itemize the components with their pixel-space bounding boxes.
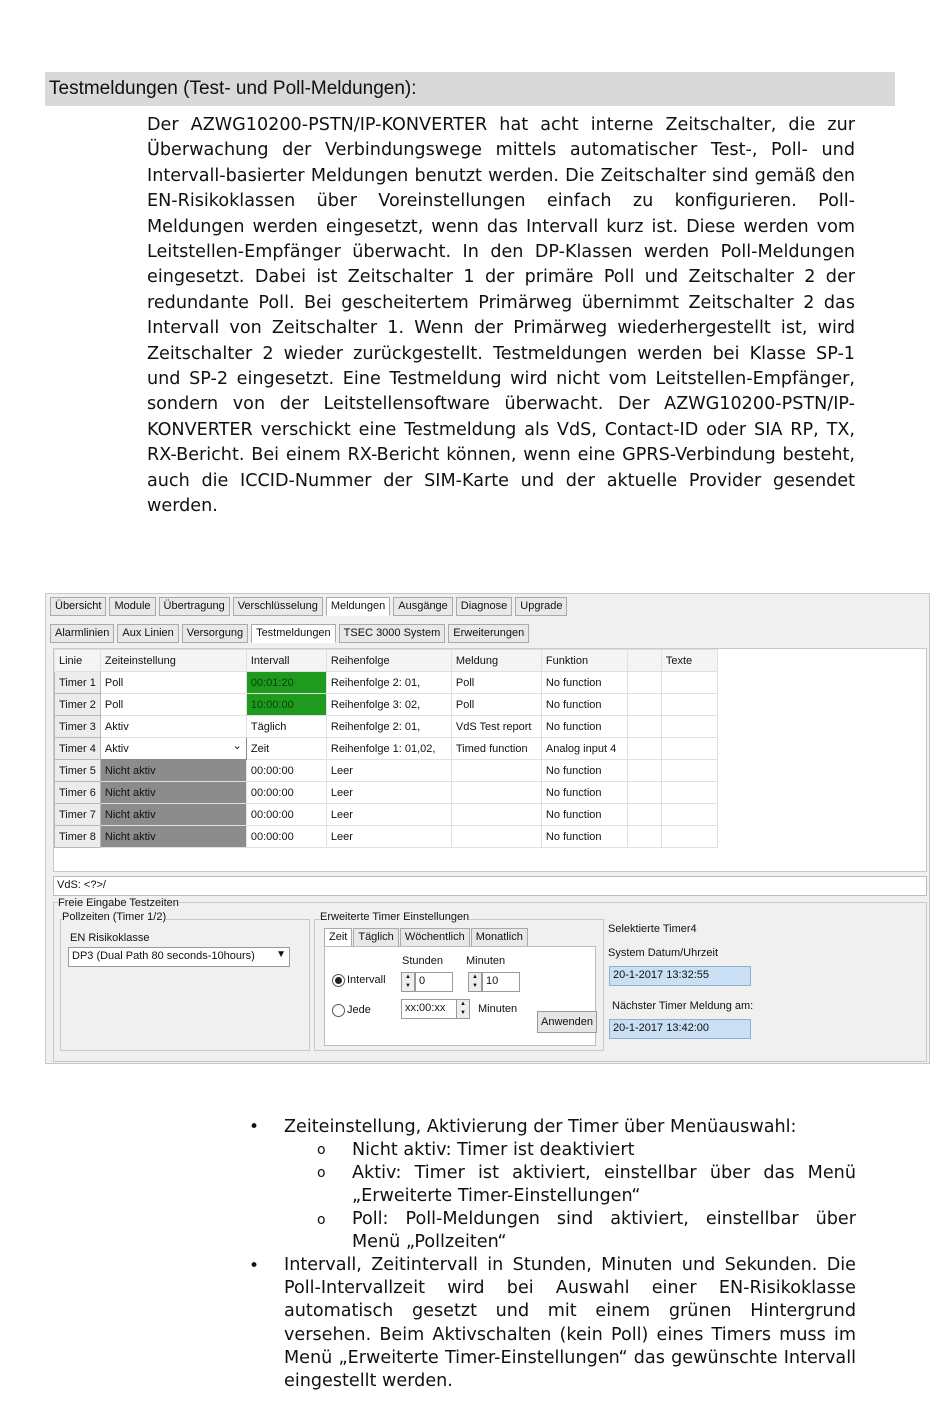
funktion-cell[interactable]: No function — [541, 716, 627, 738]
bullet-marker: • — [249, 1117, 260, 1137]
row-header-cell[interactable]: Timer 5 — [55, 760, 101, 782]
en-risikoklasse-select[interactable] — [68, 947, 290, 967]
stunden-label: Stunden — [402, 955, 443, 967]
minuten-value: 10 — [486, 975, 499, 987]
tab-übertragung[interactable]: Übertragung — [159, 597, 230, 616]
bullet-item: Intervall, Zeitintervall in Stunden, Minuten und Sekunden. Die Poll-Intervallzeit wird bei Auswahl einer EN-Risikoklasse automatisch gesetzt und mit einem grünen Hintergrund versehen. Beim Aktivschalten (kein Poll) eines Timers muss im Menü „Erweiterte Timer-Einstellungen“ das gewünschte Intervall eingestellt werden. — [284, 1255, 856, 1392]
sub-bullet-marker: o — [317, 1212, 326, 1228]
vds-status-text: VdS: <?>/ — [57, 879, 106, 891]
meldung-cell[interactable] — [451, 760, 541, 782]
texte-cell[interactable] — [661, 694, 717, 716]
sub-bullet-marker: o — [317, 1165, 326, 1181]
zeiteinstellung-cell[interactable]: Nicht aktiv — [100, 826, 246, 848]
row-header-cell[interactable]: Timer 8 — [55, 826, 101, 848]
sub-bullet-item: Nicht aktiv: Timer ist deaktiviert — [352, 1140, 635, 1160]
empty-cell[interactable] — [627, 694, 661, 716]
texte-cell[interactable] — [661, 716, 717, 738]
tab-übersicht[interactable]: Übersicht — [50, 597, 106, 616]
stunden-value: 0 — [419, 975, 426, 987]
minuten-input[interactable] — [482, 972, 520, 992]
column-header[interactable]: Texte — [661, 650, 717, 672]
row-header-cell[interactable]: Timer 7 — [55, 804, 101, 826]
anwenden-button[interactable]: Anwenden — [537, 1011, 597, 1033]
timer-tab-wöchentlich[interactable]: Wöchentlich — [400, 928, 470, 947]
texte-cell[interactable] — [661, 826, 717, 848]
stunden-spinner[interactable]: ▲ ▼ — [401, 972, 415, 992]
vds-status-field[interactable] — [53, 876, 927, 896]
reihenfolge-cell[interactable]: Reihenfolge 2: 01, — [326, 672, 451, 694]
funktion-cell[interactable]: No function — [541, 826, 627, 848]
chevron-down-icon[interactable]: ⌄ — [232, 740, 242, 752]
empty-cell[interactable] — [627, 804, 661, 826]
erweiterte-sub-tabs — [324, 928, 528, 947]
system-datum-label: System Datum/Uhrzeit — [608, 947, 719, 959]
column-header[interactable]: Linie — [55, 650, 101, 672]
timer-table — [54, 649, 718, 848]
jede-time-value: xx:00:xx — [405, 1002, 446, 1014]
reihenfolge-cell[interactable]: Leer — [326, 804, 451, 826]
en-risikoklasse-label: EN Risikoklasse — [70, 932, 150, 944]
intervall-cell[interactable]: Zeit — [246, 738, 326, 760]
timer-row[interactable] — [55, 826, 718, 848]
jede-time-input[interactable] — [401, 999, 457, 1019]
minuten-spinner[interactable]: ▲ ▼ — [468, 972, 482, 992]
main-tab-row — [50, 597, 567, 616]
intervall-radio-label: Intervall — [347, 974, 386, 986]
row-header-cell[interactable]: Timer 6 — [55, 782, 101, 804]
subtab-testmeldungen[interactable]: Testmeldungen — [251, 624, 336, 643]
subtab-versorgung[interactable]: Versorgung — [182, 624, 248, 643]
timer-row[interactable] — [55, 672, 718, 694]
timer-tab-zeit[interactable]: Zeit — [324, 928, 352, 947]
sub-bullet-item: Poll: Poll-Meldungen sind aktiviert, einstellbar über — [352, 1209, 856, 1229]
subtab-erweiterungen[interactable]: Erweiterungen — [448, 624, 529, 643]
tab-module[interactable]: Module — [109, 597, 155, 616]
meldung-cell[interactable]: Timed function — [451, 738, 541, 760]
timer-row[interactable] — [55, 694, 718, 716]
zeiteinstellung-cell[interactable]: Nicht aktiv — [100, 804, 246, 826]
meldung-cell[interactable] — [451, 782, 541, 804]
minuten-label: Minuten — [466, 955, 506, 967]
funktion-cell[interactable]: No function — [541, 760, 627, 782]
intervall-cell[interactable]: 00:01:20 — [246, 672, 326, 694]
meldung-cell[interactable]: Poll — [451, 672, 541, 694]
intervall-radio[interactable] — [332, 974, 345, 987]
sub-bullet-item-cont: „Erweiterte Timer-Einstellungen“ — [352, 1186, 641, 1206]
empty-cell[interactable] — [627, 782, 661, 804]
tab-diagnose[interactable]: Diagnose — [456, 597, 512, 616]
timer-tab-täglich[interactable]: Täglich — [353, 928, 398, 947]
column-header[interactable] — [627, 650, 661, 672]
empty-cell[interactable] — [627, 826, 661, 848]
jede-radio[interactable] — [332, 1004, 345, 1017]
row-header-cell[interactable]: Timer 1 — [55, 672, 101, 694]
funktion-cell[interactable]: No function — [541, 804, 627, 826]
system-datum-value: 20-1-2017 13:32:55 — [613, 969, 710, 981]
tab-upgrade[interactable]: Upgrade — [515, 597, 567, 616]
en-risikoklasse-value: DP3 (Dual Path 80 seconds-10hours) — [72, 950, 255, 962]
reihenfolge-cell[interactable]: Leer — [326, 760, 451, 782]
intervall-cell[interactable]: 00:00:00 — [246, 782, 326, 804]
zeiteinstellung-cell[interactable]: Poll — [100, 694, 246, 716]
funktion-cell[interactable]: No function — [541, 694, 627, 716]
free-input-label: Freie Eingabe Testzeiten — [58, 897, 179, 909]
next-timer-field[interactable] — [609, 1019, 751, 1039]
reihenfolge-cell[interactable]: Reihenfolge 3: 02, — [326, 694, 451, 716]
reihenfolge-cell[interactable]: Leer — [326, 782, 451, 804]
tab-verschlüsselung[interactable]: Verschlüsselung — [233, 597, 323, 616]
timer-row[interactable] — [55, 782, 718, 804]
texte-cell[interactable] — [661, 760, 717, 782]
row-header-cell[interactable]: Timer 3 — [55, 716, 101, 738]
meldung-cell[interactable] — [451, 804, 541, 826]
texte-cell[interactable] — [661, 672, 717, 694]
funktion-cell[interactable]: Analog input 4 — [541, 738, 627, 760]
row-header-cell[interactable]: Timer 2 — [55, 694, 101, 716]
texte-cell[interactable] — [661, 782, 717, 804]
intro-paragraph: Der AZWG10200-PSTN/IP-KONVERTER hat acht interne Zeitschalter, die zur Überwachung der Verbindungswege mittels automatischer Test-, Poll- und Intervall-basierter Meldungen benutzt werden. Die Zeitschalter sind gemäß den EN-Risikoklassen über Voreinstellungen einfach zu konfigurieren. Poll-Meldungen werden eingesetzt, wenn das Intervall kurz ist. Diese werden vom Leitstellen-Empfänger überwacht. In den DP-Klassen werden Poll-Meldungen eingesetzt. Dabei ist Zeitschalter 1 der primäre Poll und Zeitschalter 2 der redundante Poll. Bei gescheitertem Primärweg übernimmt Zeitschalter 2 das Intervall von Zeitschalter 1. Wenn der Primärweg wiederhergestellt ist, wird Zeitschalter 2 wieder zurückgestellt. Testmeldungen werden bei Klasse SP-1 und SP-2 eingesetzt. Eine Testmeldung wird nicht vom Leitstellen-Empfänger, sondern von der Leitstellensoftware überwacht. Der AZWG10200-PSTN/IP-KONVERTER verschickt eine Testmeldung als VdS, Contact-ID oder SIA RP, TX, RX-Bericht. Bei einem RX-Bericht können, wenn eine GPRS-Verbindung besteht, auch die ICCID-Nummer der SIM-Karte und der aktuelle Provider gesendet werden. — [147, 115, 855, 517]
timer-row[interactable] — [55, 760, 718, 782]
intervall-cell[interactable]: 00:00:00 — [246, 826, 326, 848]
tab-ausgänge[interactable]: Ausgänge — [393, 597, 453, 616]
empty-cell[interactable] — [627, 760, 661, 782]
sub-bullet-marker: o — [317, 1142, 326, 1158]
zeiteinstellung-cell[interactable]: Nicht aktiv — [100, 760, 246, 782]
empty-cell[interactable] — [627, 716, 661, 738]
zeiteinstellung-cell[interactable]: Poll — [100, 672, 246, 694]
column-header[interactable]: Zeiteinstellung — [100, 650, 246, 672]
intervall-cell[interactable]: 00:00:00 — [246, 760, 326, 782]
column-header[interactable]: Reihenfolge — [326, 650, 451, 672]
selektierte-timer-label: Selektierte Timer4 — [608, 923, 697, 935]
timer-tab-monatlich[interactable]: Monatlich — [471, 928, 528, 947]
next-timer-label: Nächster Timer Meldung am: — [612, 1000, 754, 1012]
sub-bullet-item: Aktiv: Timer ist aktiviert, einstellbar über das Menü — [352, 1163, 856, 1183]
zeiteinstellung-cell[interactable]: Aktiv ⌄ — [100, 738, 246, 760]
reihenfolge-cell[interactable]: Leer — [326, 826, 451, 848]
jede-spinner[interactable]: ▲ ▼ — [456, 999, 470, 1019]
bullet-marker: • — [249, 1256, 260, 1276]
column-header[interactable]: Intervall — [246, 650, 326, 672]
section-title: Testmeldungen (Test- und Poll-Meldungen): — [49, 78, 417, 99]
subtab-tsec-3000-system[interactable]: TSEC 3000 System — [339, 624, 446, 643]
subtab-alarmlinien[interactable]: Alarmlinien — [50, 624, 114, 643]
erweiterte-timer-label: Erweiterte Timer Einstellungen — [320, 911, 470, 923]
empty-cell[interactable] — [627, 672, 661, 694]
meldung-cell[interactable] — [451, 826, 541, 848]
subtab-aux-linien[interactable]: Aux Linien — [117, 624, 178, 643]
reihenfolge-cell[interactable]: Reihenfolge 2: 01, — [326, 716, 451, 738]
reihenfolge-cell[interactable]: Reihenfolge 1: 01,02, — [326, 738, 451, 760]
section-heading-bar — [45, 72, 895, 106]
meldung-cell[interactable]: Poll — [451, 694, 541, 716]
funktion-cell[interactable]: No function — [541, 672, 627, 694]
zeiteinstellung-cell[interactable]: Nicht aktiv — [100, 782, 246, 804]
pollzeiten-label: Pollzeiten (Timer 1/2) — [62, 911, 167, 923]
column-header[interactable]: Funktion — [541, 650, 627, 672]
tab-meldungen[interactable]: Meldungen — [326, 597, 390, 616]
bullet-item: Zeiteinstellung, Aktivierung der Timer über Menüauswahl: — [284, 1117, 797, 1137]
texte-cell[interactable] — [661, 804, 717, 826]
sub-tab-row — [50, 624, 529, 643]
jede-minuten-label: Minuten — [478, 1003, 518, 1015]
column-header[interactable]: Meldung — [451, 650, 541, 672]
intervall-cell[interactable]: 10:00:00 — [246, 694, 326, 716]
next-timer-value: 20-1-2017 13:42:00 — [613, 1022, 710, 1034]
timer-grid — [53, 648, 927, 872]
timer-row[interactable] — [55, 716, 718, 738]
chevron-down-icon: ▼ — [276, 949, 286, 960]
row-header-cell[interactable]: Timer 4 — [55, 738, 101, 760]
timer-row[interactable] — [55, 738, 718, 760]
funktion-cell[interactable]: No function — [541, 782, 627, 804]
empty-cell[interactable] — [627, 738, 661, 760]
zeiteinstellung-cell[interactable]: Aktiv — [100, 716, 246, 738]
stunden-input[interactable] — [415, 972, 453, 992]
timer-row[interactable] — [55, 804, 718, 826]
sub-bullet-item-cont: Menü „Pollzeiten“ — [352, 1232, 507, 1252]
texte-cell[interactable] — [661, 738, 717, 760]
system-datum-field[interactable] — [609, 966, 751, 986]
meldung-cell[interactable]: VdS Test report — [451, 716, 541, 738]
testmeldungen-screenshot — [45, 593, 930, 1064]
intervall-cell[interactable]: 00:00:00 — [246, 804, 326, 826]
jede-radio-label: Jede — [347, 1004, 371, 1016]
intervall-cell[interactable]: Täglich — [246, 716, 326, 738]
